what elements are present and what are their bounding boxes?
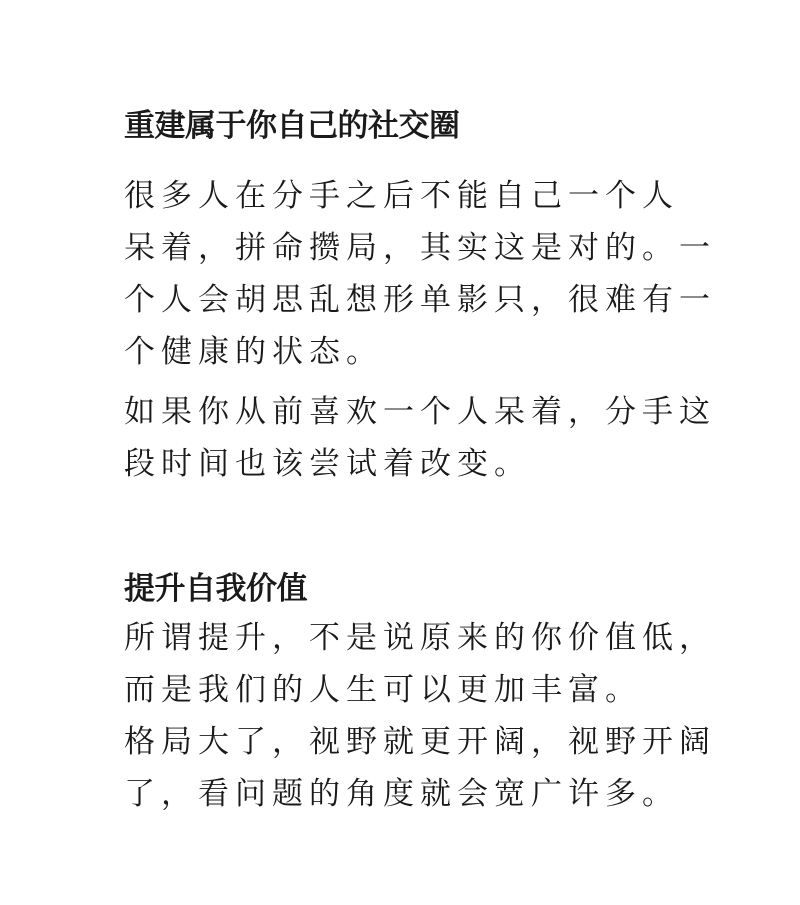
- text-line: 了，看问题的角度就会宽广许多。: [124, 776, 679, 812]
- paragraph: [124, 170, 716, 378]
- text-line: 呆着，拼命攒局，其实这是对的。一: [124, 230, 716, 266]
- section-heading: 提升自我价值: [124, 571, 307, 607]
- text-line: 段时间也该尝试着改变。: [124, 446, 531, 482]
- text-line: 个健康的状态。: [124, 334, 383, 370]
- text-line: 所谓提升，不是说原来的你价值低，: [124, 620, 716, 656]
- section-heading: 重建属于你自己的社交圈: [124, 108, 460, 144]
- text-line: 很多人在分手之后不能自己一个人: [124, 178, 679, 214]
- paragraph: [124, 612, 716, 820]
- text-line: 而是我们的人生可以更加丰富。: [124, 672, 642, 708]
- paragraph: [124, 386, 716, 490]
- text-line: 个人会胡思乱想形单影只，很难有一: [124, 282, 716, 318]
- text-line: 如果你从前喜欢一个人呆着，分手这: [124, 394, 716, 430]
- text-line: 格局大了，视野就更开阔，视野开阔: [124, 724, 716, 760]
